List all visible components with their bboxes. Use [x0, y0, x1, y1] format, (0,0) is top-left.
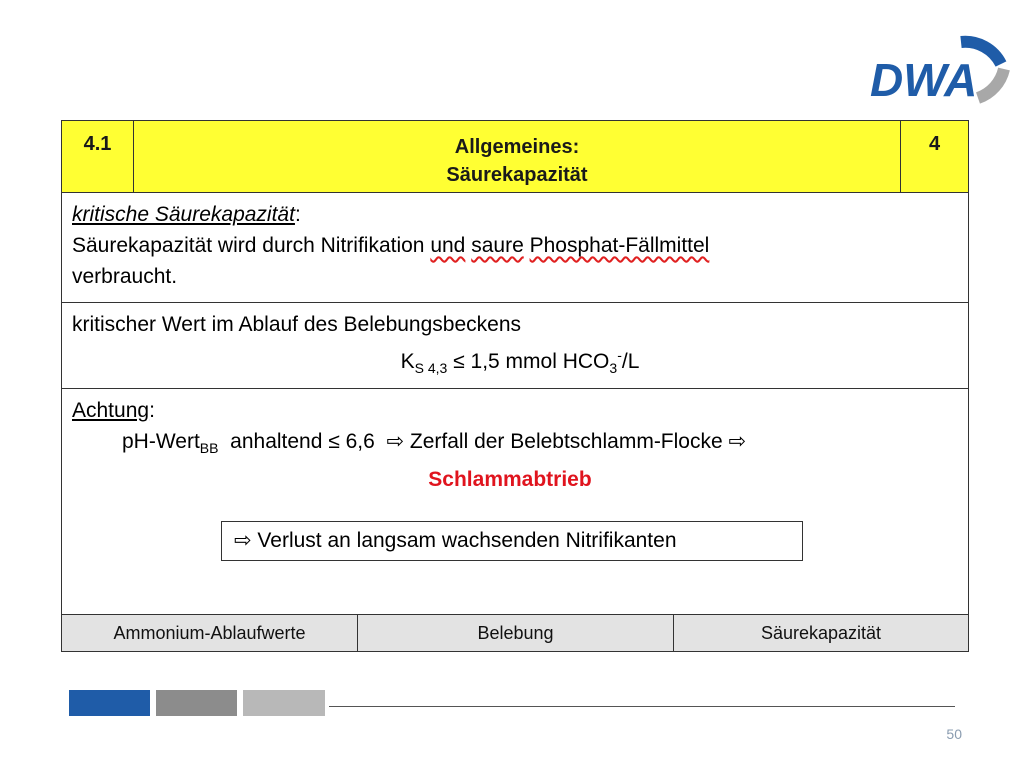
formula-hco-sup: - [617, 347, 622, 363]
warning-heading: Achtung [72, 399, 150, 422]
ph-line [72, 426, 968, 464]
footer-nav [62, 615, 968, 651]
formula-unit: /L [621, 350, 640, 373]
page-number: 50 [946, 726, 962, 742]
consumption-line [72, 230, 968, 261]
dwa-logo [866, 14, 1012, 104]
footer-belebung[interactable]: Belebung [358, 615, 674, 651]
critical-heading-line [72, 199, 968, 230]
warning-heading-line [72, 395, 968, 426]
ph-sub: BB [199, 440, 219, 457]
critical-heading: kritische Säurekapazität [72, 203, 295, 226]
title-line1: Allgemeines: [454, 136, 580, 158]
dwa-logo-text: DWA [870, 54, 978, 104]
critical-heading-colon: : [294, 203, 301, 226]
ph-rest: anhaltend ≤ 6,6 ⇨ Zerfall der Belebtschlamm-Flocke ⇨ [218, 430, 747, 453]
word-und: und [430, 234, 466, 257]
title-line2: Säurekapazität [446, 164, 588, 186]
consumption-end: verbraucht. [72, 265, 178, 288]
chapter-number: 4 [900, 121, 968, 192]
formula-k: K [400, 350, 415, 373]
section-critical-value [62, 303, 968, 389]
warning-colon: : [149, 399, 155, 422]
decor-bar-blue [69, 690, 150, 716]
consumption-prefix: Säurekapazität wird durch Nitrifikation [72, 234, 431, 257]
word-phosphat: Phosphat-Fällmittel [529, 234, 710, 257]
formula-k-sub: S 4,3 [414, 360, 448, 377]
content-table [61, 120, 969, 652]
loss-box: ⇨ Verlust an langsam wachsenden Nitrifikanten [221, 521, 803, 561]
ph-label: pH-Wert [122, 430, 200, 453]
section-warning [62, 389, 968, 615]
header-row [62, 121, 968, 193]
decor-bar-gray [156, 690, 237, 716]
word-saure: saure [471, 234, 524, 257]
footer-saeurekapazitaet[interactable]: Säurekapazität [760, 623, 882, 643]
formula-hco-sub: 3 [609, 360, 618, 377]
critical-value-line: kritischer Wert im Ablauf des Belebungsbeckens [72, 313, 521, 336]
section-title [134, 121, 900, 204]
formula-main: ≤ 1,5 mmol HCO [447, 350, 610, 373]
sludge-washout: Schlammabtrieb [428, 468, 592, 492]
footer-ammonium[interactable]: Ammonium-Ablaufwerte [62, 615, 358, 651]
critical-formula [72, 340, 968, 384]
section-critical-capacity [62, 193, 968, 303]
section-number: 4.1 [62, 121, 134, 192]
decor-line [329, 706, 955, 707]
decor-bar-lightgray [243, 690, 325, 716]
